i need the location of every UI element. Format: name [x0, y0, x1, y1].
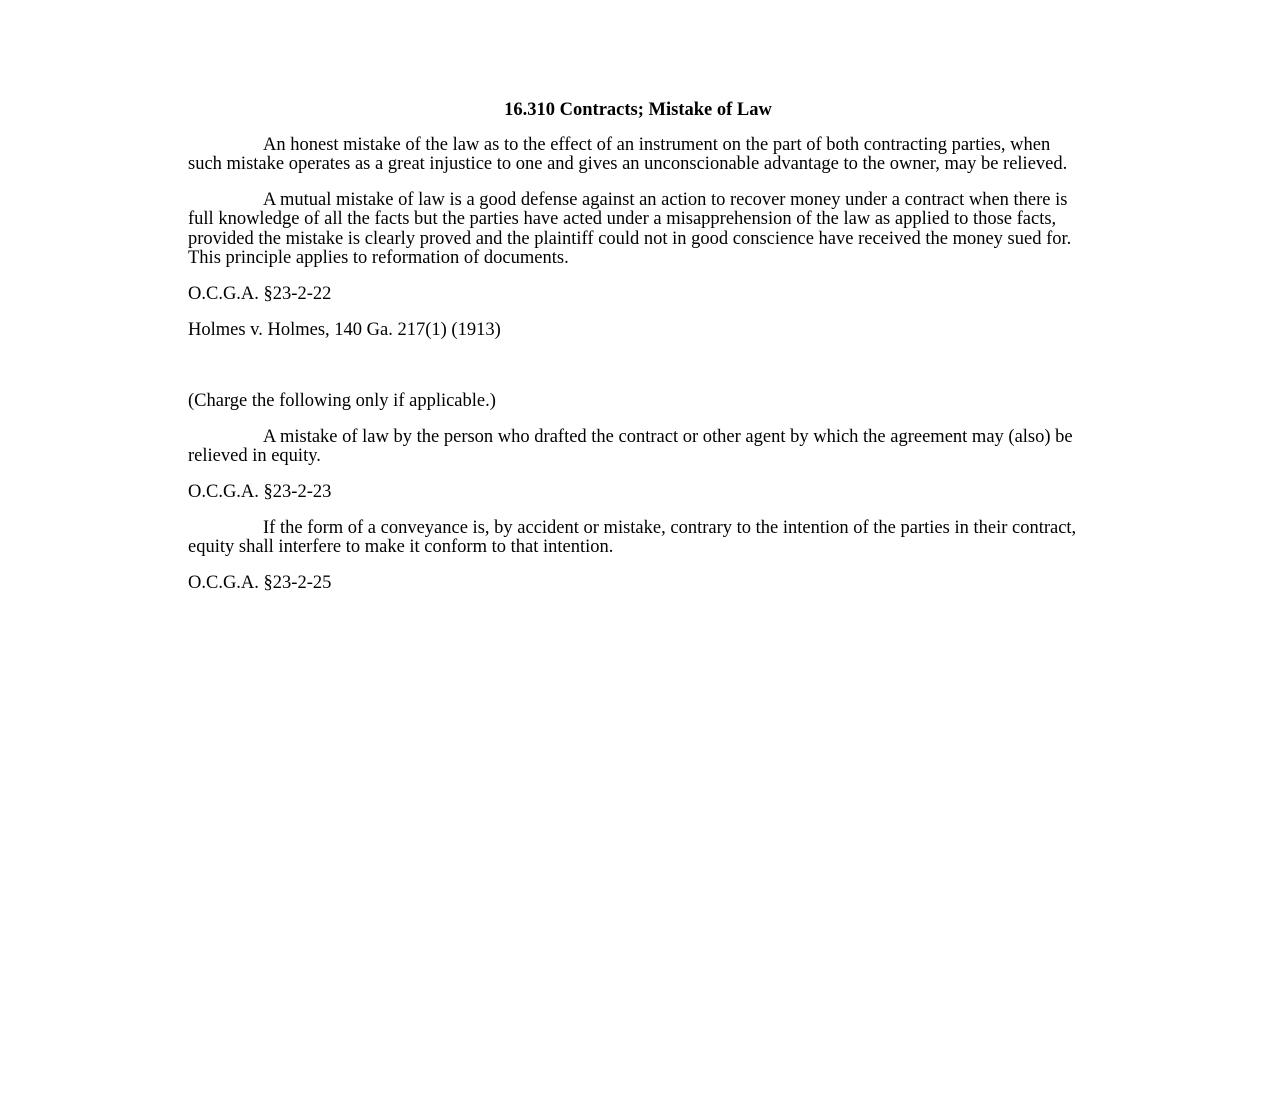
- paragraph-2: A mutual mistake of law is a good defense against an action to recover money under a contract when there is full knowledge of all the facts but the parties have acted under a misapprehension of the law as applied to those facts, provided the mistake is clearly proved and the plaintiff could not in good conscience have received the money sued for. This principle applies to reformation of documents.: [188, 190, 1072, 268]
- paragraph-3: A mistake of law by the person who drafted the contract or other agent by which the agreement may (also) be relieved in equity.: [188, 427, 1073, 467]
- citation-1: O.C.G.A. §23-2-22: [188, 283, 332, 304]
- citation-3: O.C.G.A. §23-2-23: [188, 482, 332, 503]
- citation-4: O.C.G.A. §23-2-25: [188, 573, 332, 594]
- document-title: 16.310 Contracts; Mistake of Law: [504, 100, 772, 120]
- paragraph-1: An honest mistake of the law as to the effect of an instrument on the part of both contracting parties, when such mistake operates as a great injustice to one and gives an unconscionable advantage to the owner, may be relieved.: [188, 135, 1068, 175]
- document-page: [188, 100, 1088, 610]
- applicability-note: (Charge the following only if applicable.): [188, 391, 496, 412]
- citation-2: Holmes v. Holmes, 140 Ga. 217(1) (1913): [188, 319, 501, 340]
- paragraph-4: If the form of a conveyance is, by accident or mistake, contrary to the intention of the parties in their contract, equity shall interfere to make it conform to that intention.: [188, 518, 1077, 558]
